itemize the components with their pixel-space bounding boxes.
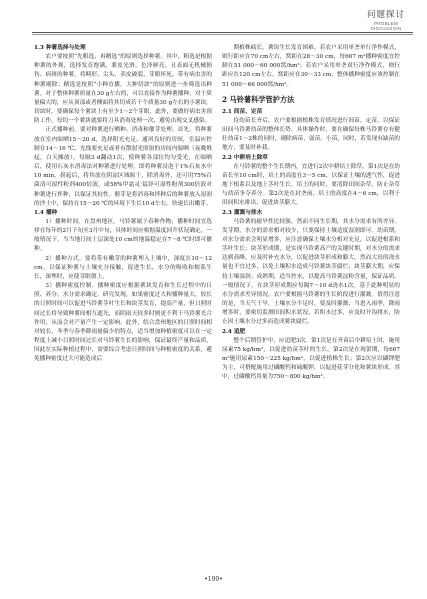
- body-paragraph: 马铃薯的耐旱性比较强，然而不同生长期，其水分需求有所差异。发芽期，水分的需求相对较少，只要保持土壤适度湿润即可。幼苗期，对水分需求会明显增多，应注意确保土壤水分相对充足，以促进根系和茎叶生长；块茎形成期，是实现马铃薯高产的关键时期，对水分的需求达到高峰，应及时补充水分，以促进块茎形成和膨大，然而大田的浇水量也不宜过多，以免土壤积水造成马铃薯块茎腐烂；块茎膨大期，应保持土壤湿润；成熟期，适当控水，以提高马铃薯淀粉含量，保证品质。一般情况下，在块茎形成期应每隔7～10 d浇水1次。基于此种明显的水分需求差异情况，农户要根据马铃薯的生长阶段进行灌溉。值得注意的是，当天气干旱，土壤水分不足时，要及时灌溉；当进入雨季，降雨增多时，要密切监测田间积水状况，若积水过多，应及时开沟排水，防止因土壤水分过多而造成薯块腐烂。: [222, 218, 400, 326]
- header-divider-thin: [32, 34, 413, 35]
- column-tag-subtitle: PROBLEM DISCUSSION: [370, 21, 402, 31]
- body-paragraph: 3）播种密度控制。播种密度应根据薯块发育和生长过程中的日照、养分、水分需求确定。研究发现，如果密度过大和播种量大，较长的日照时间可以促进马铃薯茎叶生长和块茎发育，提高产量，但日照时间过长将导致种薯间相互遮光，而阴雨天较多时则更不利于马铃薯光合作用，从而会对产量产生一定影响。此外，结合盘州地区的日照时间相对较长，冬季与春季降雨量偏少的特点，适当增加种植密度可以在一定程度上减小日照时间过长对马铃薯生长的影响，保证最终产量和品质，因此在实际种植过程中，需要综合考虑日照时间与种植密度的关系，避免播种密度过大可能造成后: [34, 283, 212, 363]
- subsection-heading: 1.3 种薯选择与处理: [34, 45, 86, 51]
- column-tag-title: 问题探讨: [366, 9, 405, 19]
- subsection-heading: 2.3 灌溉与排水: [222, 209, 263, 216]
- subsection-heading: 2.4 追肥: [222, 328, 246, 335]
- section-heading: 2 马铃薯科学管护方法: [222, 94, 295, 104]
- body-paragraph: 待幼苗长齐后，农户要根据植株发育情况进行间苗、定苗，以保证田间马铃薯幼苗的整体长势。具体操作时，要在确保每株马铃薯存有健壮幼苗1～2株的同时，剔除病苗、弱苗、小苗，同时，若发现有缺苗的地方，要及时补栽。: [222, 117, 400, 152]
- body-paragraph: 期植株疯长，薯块生长发育困难。若农户采用单垄单行净作模式，则行距应在70 cm左右，窝距在28～30 cm，每667 m²播种密度宜控制在51 000～60 000窝/hm²；若农户采用单垄双行净作模式，则行距应在120 cm左右，窝距应在30～33 cm，整体播种密度应该控制在51 000～66 000窝/hm²。: [222, 45, 400, 88]
- body-paragraph: 农户要按照“先粗选，再精选”的原则选择种薯。其中，粗选是根据种薯的外观，选择发育饱满、薯皮光滑、色泽鲜亮，且表面无机械损伤、病斑的种薯，将畸形、尖头、表皮破裂、芽眼坏死、带有病虫害的种薯剔除；精选是按照“小种直播，大种切块”的原则进一步筛选出种薯。对于整体种薯质量在30 g左右的，可以直接作为种薯播种。对于质量偏大的，应从顶部或者侧面将其切成若干个质量30 g左右的小薯块。切块时，要确保每个薯块上有至少1～2个芽眼，此外，要做好病虫害预防工作，每切一个薯块就要将刀具消毒处理一次，避免出现交叉感染。: [34, 54, 212, 125]
- header-divider: [32, 32, 413, 33]
- body-paragraph: 整个后期管护中，应追肥3次。第1次是在齐苗后中耕培土时，施用尿素75 kg/hm²，以促进幼苗茎叶的生长。第2次是在现蕾期，每667 m²施用尿素150～225 kg/hm²，以促进植株生长；第2次应以磷钾肥为主，可搭配施用过磷酸钙和硫酸钾，以促进花芽分化和薯块形成。其中，过磷酸钙用量为750～800 kg/hm²。: [222, 337, 400, 381]
- body-paragraph: 正式播种前，要对种薯进行晒种、消毒和催芽处理。首先，将种薯放在室内晾晒15～20 d，选择阳光充足、通风良好的房间，室温应控制在14～16 ℃，光线要充足或者有散射光照射的房间内晾晒（夜晚堆起，白天摊放），每隔3 d翻动1次，使种薯各部位均匀受光，在晾晒后，使用石灰水消毒法对种薯进行处理，即将种薯浸泡于1%石灰水中10 min，捞起后，将其放在阴凉区域晾干，除消毒外，还可用75%百菌清可湿性粉剂400倍液，或58%甲霜灵·锰锌可湿性粉剂300倍液对种薯进行拌种，以保证其抗性。催芽是将消毒和拌种后的种薯放入湿润的沙土中，保持在15～20 ℃的环境下生长10 d左右，快速长出嫩芽。: [34, 127, 212, 207]
- subsection-heading: 2.2 中耕培土除草: [222, 154, 268, 161]
- page-number: •199•: [204, 576, 223, 583]
- body-paragraph: 在马铃薯的整个生长期内，宜进行2次中耕培土除草。第1次是在幼苗长至10 cm时，培土的高度在3～5 cm，以保证土壤的透气性，促进地下根系以及地上茎叶生长。培土的同时，要清除田间杂草，防止杂草与幼苗争夺养分。第2次是在封垄前，培土的高度在4～6 cm，以利于田间积水排出、促进块茎膨大。: [222, 163, 400, 207]
- left-column: [34, 44, 212, 364]
- right-column: [222, 44, 400, 382]
- column-tag: [359, 8, 413, 31]
- body-paragraph: 2）播种方式。要将带有嫩芽的种薯埋入土壤中，深度在10～12 cm，以保证种薯与土壤充分接触，促进生长，水分的吸收和根系生长，深埋时，应使芽眼朝上。: [34, 255, 212, 280]
- subsection-heading: 1.4 播种: [34, 209, 58, 216]
- subsection-heading: 2.1 间苗、定苗: [222, 108, 263, 115]
- body-paragraph: 1）播种时间。在盘州地区，马铃薯属于春种作物，播种时间宜选择在每年的2月下旬至3月中旬，具体时间应根据温度回升状况确定，一般情况下，当当地日间土层深处10 cm的地温稳定在7～8 ℃时即可播种。: [34, 218, 212, 253]
